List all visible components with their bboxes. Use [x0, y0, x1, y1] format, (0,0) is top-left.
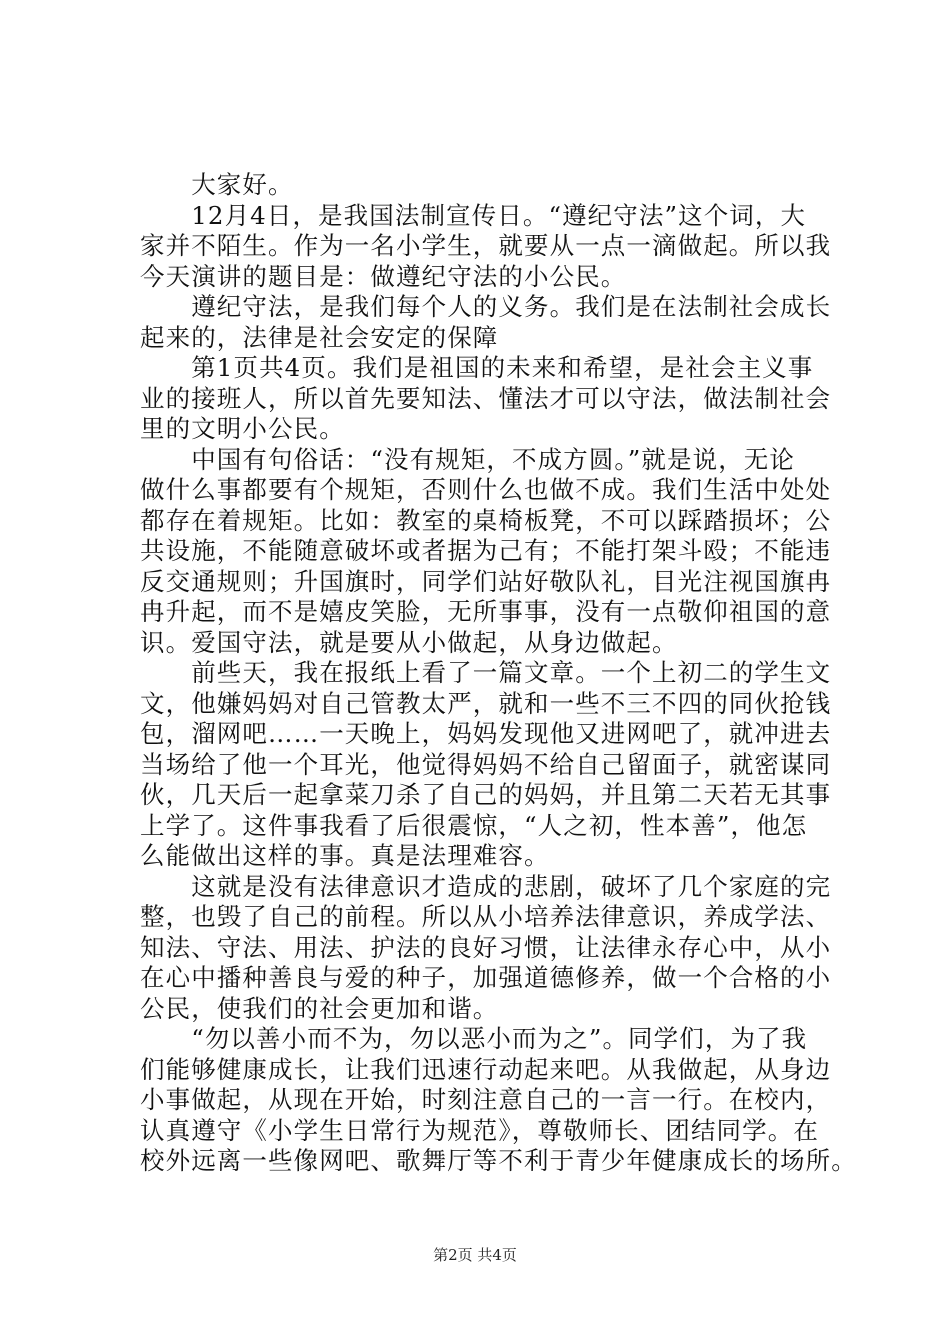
page-footer: 第2页 共4页: [433, 1246, 517, 1264]
text-line: 中国有句俗话：“没有规矩，不成方圆。”就是说，无论: [140, 444, 795, 474]
text-line: 遵纪守法，是我们每个人的义务。我们是在法制社会成长: [140, 292, 832, 321]
text-line: 文，他嫌妈妈对自己管教太严，就和一些不三不四的同伙抢钱: [140, 688, 832, 718]
text-line: 认真遵守《小学生日常行为规范》，尊敬师长、团结同学。在: [140, 1115, 819, 1145]
text-line: 校外远离一些像网吧、歌舞厅等不利于青少年健康成长的场所。: [140, 1146, 857, 1175]
text-line: 包，溜网吧……一天晚上，妈妈发现他又进网吧了，就冲进去: [140, 719, 832, 748]
text-line: 做什么事都要有个规矩，否则什么也做不成。我们生活中处处: [140, 475, 832, 504]
text-line: 识。爱国守法，就是要从小做起，从身边做起。: [140, 627, 678, 657]
text-line: 都存在着规矩。比如：教室的桌椅板凳，不可以踩踏损坏；公: [140, 505, 832, 535]
text-line: 们能够健康成长，让我们迅速行动起来吧。从我做起，从身边: [140, 1054, 832, 1084]
text-line: 业的接班人，所以首先要知法、懂法才可以守法，做法制社会: [140, 383, 832, 413]
text-line: 伙，几天后一起拿菜刀杀了自己的妈妈，并且第二天若无其事: [140, 780, 832, 809]
text-line: 知法、守法、用法、护法的良好习惯，让法律永存心中，从小: [140, 932, 832, 962]
text-line: 小事做起，从现在开始，时刻注意自己的一言一行。在校内，: [140, 1085, 832, 1114]
text-line: 共设施，不能随意破坏或者据为己有；不能打架斗殴；不能违: [140, 536, 832, 565]
text-line: 冉升起，而不是嬉皮笑脸，无所事事，没有一点敬仰祖国的意: [140, 597, 832, 626]
text-line: 前些天，我在报纸上看了一篇文章。一个上初二的学生文: [140, 658, 832, 687]
text-line: 上学了。这件事我看了后很震惊，“人之初，性本善”，他怎: [140, 810, 808, 840]
text-line: 家并不陌生。作为一名小学生，就要从一点一滴做起。所以我: [140, 231, 832, 260]
text-line: 当场给了他一个耳光，他觉得妈妈不给自己留面子，就密谋同: [140, 749, 832, 779]
text-line: 起来的，法律是社会安定的保障: [140, 322, 499, 352]
text-line: 在心中播种善良与爱的种子，加强道德修养，做一个合格的小: [140, 963, 832, 992]
text-line: 么能做出这样的事。真是法理难容。: [140, 841, 550, 870]
text-line: 公民，使我们的社会更加和谐。: [140, 993, 499, 1023]
text-line: 整，也毁了自己的前程。所以从小培养法律意识，养成学法、: [140, 902, 832, 931]
text-line: 今天演讲的题目是：做遵纪守法的小公民。: [140, 261, 627, 291]
text-line: “勿以善小而不为，勿以恶小而为之”。同学们，为了我: [140, 1024, 808, 1053]
text-line: 里的文明小公民。: [140, 414, 345, 443]
speech-body: [140, 170, 857, 1177]
text-line: 这就是没有法律意识才造成的悲剧，破坏了几个家庭的完: [140, 871, 832, 901]
text-line: 大家好。: [140, 170, 294, 199]
text-line: 反交通规则；升国旗时，同学们站好敬队礼，目光注视国旗冉: [140, 566, 832, 596]
text-line: 第1页共4页。我们是祖国的未来和希望，是社会主义事: [140, 353, 814, 382]
text-line: 12月4日，是我国法制宣传日。“遵纪守法”这个词，大: [140, 200, 807, 230]
